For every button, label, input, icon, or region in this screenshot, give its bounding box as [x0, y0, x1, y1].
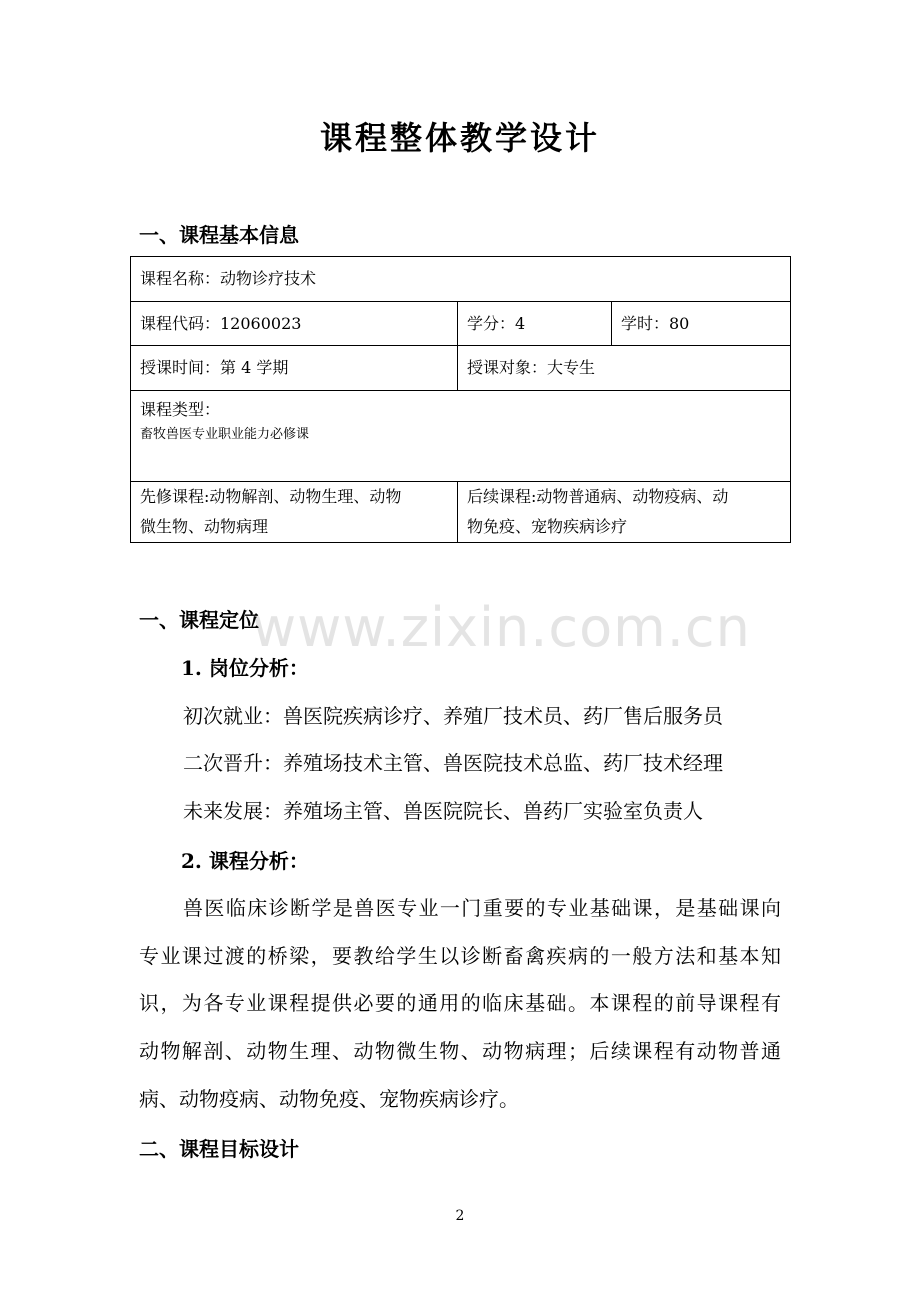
paragraph-line: 动物解剖、动物生理、动物微生物、动物病理；后续课程有动物普通 [139, 1039, 781, 1063]
course-analysis-heading: 2. 课程分析： [181, 849, 309, 873]
job-analysis-heading: 1. 岗位分析： [181, 656, 309, 680]
term-cell: 授课时间：第 4 学期 [131, 346, 458, 391]
audience-cell: 授课对象：大专生 [458, 346, 791, 391]
prerequisite-courses-cell [131, 482, 458, 543]
prerequisite-line: 微生物、动物病理 [140, 517, 269, 536]
section-heading-goals: 二、课程目标设计 [139, 1137, 299, 1161]
follow-up-courses-cell [458, 482, 791, 543]
course-name-cell: 课程名称：动物诊疗技术 [131, 257, 791, 302]
job-line: 初次就业：兽医院疾病诊疗、养殖厂技术员、药厂售后服务员 [183, 704, 723, 728]
job-line: 未来发展：养殖场主管、兽医院院长、兽药厂实验室负责人 [183, 799, 703, 823]
paragraph-line: 识，为各专业课程提供必要的通用的临床基础。本课程的前导课程有 [139, 991, 781, 1015]
watermark: www.zixin.com.cn [252, 596, 751, 659]
hours-cell: 学时：80 [612, 302, 791, 346]
paragraph-line: 专业课过渡的桥梁，要教给学生以诊断畜禽疾病的一般方法和基本知 [139, 944, 781, 968]
course-type-cell [131, 391, 791, 482]
prerequisite-line: 先修课程:动物解剖、动物生理、动物 [140, 487, 402, 506]
section-heading-basic-info: 一、课程基本信息 [139, 223, 299, 247]
section-heading-positioning: 一、课程定位 [139, 608, 259, 632]
course-type-label: 课程类型： [140, 400, 221, 419]
follow-up-line: 后续课程:动物普通病、动物疫病、动 [467, 487, 729, 506]
job-line: 二次晋升：养殖场技术主管、兽医院技术总监、药厂技术经理 [183, 751, 723, 775]
paragraph-line: 兽医临床诊断学是兽医专业一门重要的专业基础课，是基础课向 [183, 896, 781, 920]
document-title: 课程整体教学设计 [319, 119, 600, 157]
page-number: 2 [455, 1208, 465, 1224]
paragraph-line: 病、动物疫病、动物免疫、宠物疾病诊疗。 [139, 1087, 519, 1111]
course-code-cell: 课程代码：12060023 [131, 302, 458, 346]
course-info-table [130, 256, 791, 543]
course-type-value: 畜牧兽医专业职业能力必修课 [140, 427, 310, 442]
follow-up-line: 物免疫、宠物疾病诊疗 [467, 517, 628, 536]
credits-cell: 学分：4 [458, 302, 612, 346]
